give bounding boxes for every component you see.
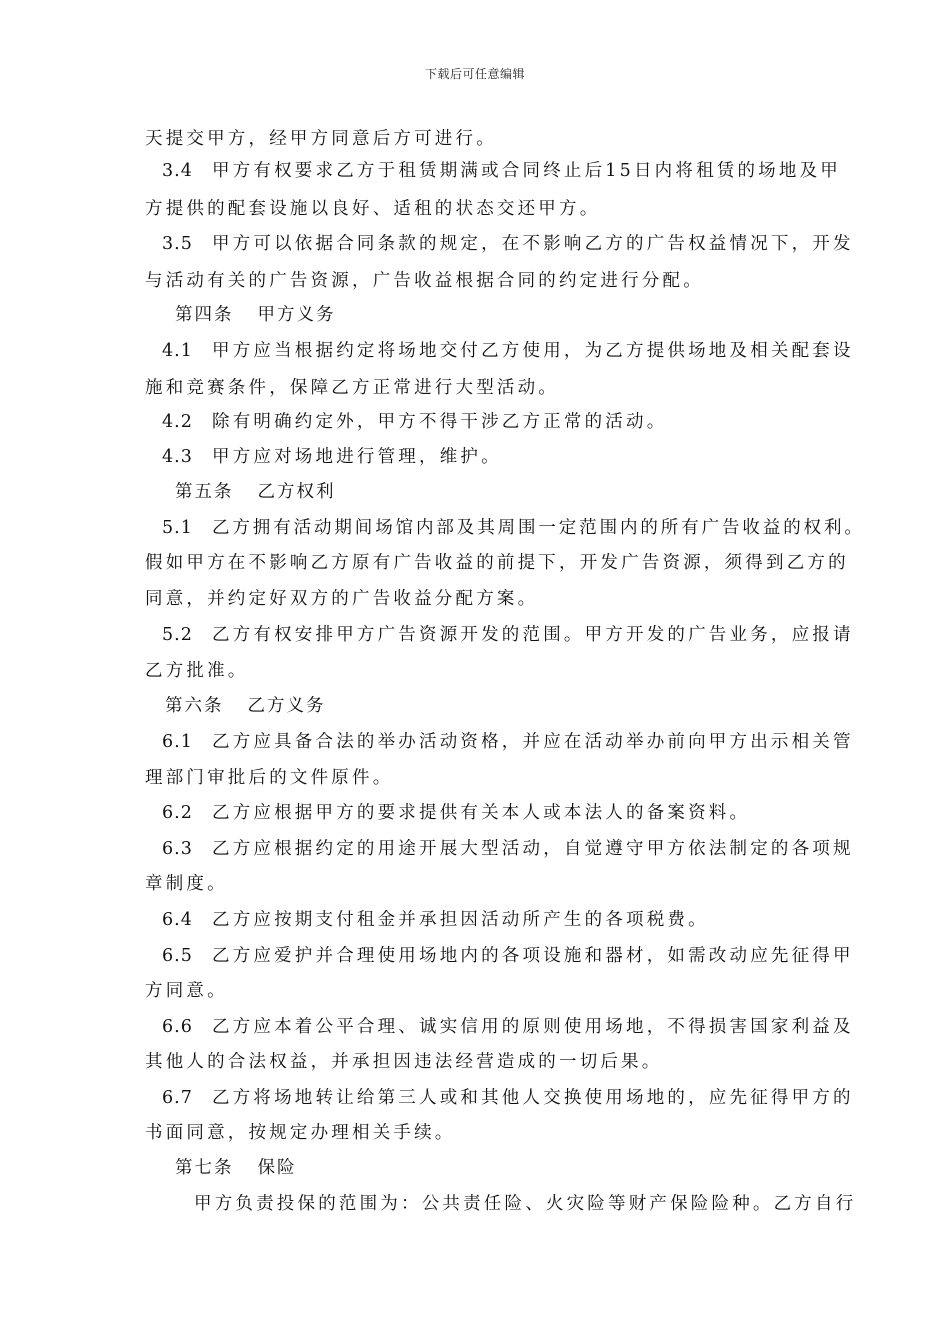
- line-text: 其他人的合法权益，并承担因违法经营造成的一切后果。: [145, 1052, 663, 1072]
- line-text: 甲方有权要求乙方于租赁期满或合同终止后15日内将租赁的场地及甲: [212, 161, 841, 181]
- article-title: 保险: [257, 1158, 297, 1178]
- paragraph-line: [145, 197, 600, 221]
- clause-number: 4.1: [162, 341, 193, 361]
- clause-6-5: [162, 944, 854, 968]
- line-text: 甲方应对场地进行管理，维护。: [212, 447, 502, 467]
- article-title: 乙方义务: [247, 696, 326, 716]
- paragraph-line: [145, 1121, 456, 1145]
- line-text: 乙方应本着公平合理、诚实信用的原则使用场地，不得损害国家利益及: [212, 1017, 854, 1037]
- clause-number: 6.2: [162, 803, 193, 823]
- article-5-heading: [175, 480, 336, 504]
- line-text: 乙方有权安排甲方广告资源开发的范围。甲方开发的广告业务，应报请: [212, 625, 854, 645]
- page-header: 下载后可任意编辑: [424, 67, 525, 81]
- clause-5-2: [162, 623, 854, 647]
- line-text: 甲方可以依据合同条款的规定，在不影响乙方的广告权益情况下，开发: [212, 234, 854, 254]
- line-text: 乙方应具备合法的举办活动资格，并应在活动举办前向甲方出示相关管: [212, 732, 854, 752]
- line-text: 章制度。: [145, 874, 228, 894]
- line-text: 除有明确约定外，甲方不得干涉乙方正常的活动。: [212, 412, 668, 432]
- paragraph-line: [145, 872, 228, 896]
- clause-number: 6.1: [162, 732, 193, 752]
- line-text: 乙方拥有活动期间场馆内部及其周围一定范围内的所有广告收益的权利。: [212, 518, 865, 538]
- line-text: 理部门审批后的文件原件。: [145, 768, 394, 788]
- paragraph-line: [145, 587, 538, 611]
- paragraph-line: [145, 659, 249, 683]
- clause-number: 5.1: [162, 518, 193, 538]
- line-text: 与活动有关的广告资源，广告收益根据合同的约定进行分配。: [145, 271, 704, 291]
- article-number: 第六条: [165, 696, 224, 716]
- paragraph-line: [145, 766, 393, 790]
- paragraph-line: [145, 127, 497, 151]
- line-text: 方同意。: [145, 981, 228, 1001]
- line-text: 施和竞赛条件，保障乙方正常进行大型活动。: [145, 378, 559, 398]
- line-text: 甲方负责投保的范围为：公共责任险、火灾险等财产保险险种。乙方自行: [194, 1194, 857, 1214]
- paragraph-line: [194, 1192, 856, 1216]
- line-text: 乙方应根据甲方的要求提供有关本人或本法人的备案资料。: [212, 803, 751, 823]
- line-text: 书面同意，按规定办理相关手续。: [145, 1123, 456, 1143]
- article-number: 第七条: [175, 1158, 234, 1178]
- clause-4-1: [162, 339, 854, 363]
- article-title: 乙方权利: [257, 482, 336, 502]
- clause-4-2: [162, 410, 667, 434]
- clause-6-2: [162, 801, 750, 825]
- clause-number: 6.3: [162, 839, 193, 859]
- clause-number: 6.4: [162, 910, 193, 930]
- clause-6-4: [162, 908, 709, 932]
- paragraph-line: [145, 376, 559, 400]
- clause-number: 6.6: [162, 1017, 193, 1037]
- paragraph-line: [145, 269, 704, 293]
- clause-number: 6.5: [162, 946, 193, 966]
- article-6-heading: [165, 694, 326, 718]
- line-text: 甲方应当根据约定将场地交付乙方使用，为乙方提供场地及相关配套设: [212, 341, 854, 361]
- paragraph-line: [145, 551, 849, 575]
- clause-5-1: [162, 516, 865, 540]
- line-text: 乙方应爱护并合理使用场地内的各项设施和器材，如需改动应先征得甲: [212, 946, 854, 966]
- clause-number: 6.7: [162, 1088, 193, 1108]
- clause-3-4: [162, 159, 841, 183]
- clause-number: 3.4: [162, 161, 193, 181]
- article-4-heading: [175, 303, 336, 327]
- clause-number: 5.2: [162, 625, 193, 645]
- line-text: 天提交甲方，经甲方同意后方可进行。: [145, 129, 497, 149]
- paragraph-line: [145, 1050, 663, 1074]
- article-number: 第五条: [175, 482, 234, 502]
- line-text: 乙方批准。: [145, 661, 249, 681]
- clause-6-1: [162, 730, 854, 754]
- line-text: 乙方将场地转让给第三人或和其他人交换使用场地的，应先征得甲方的: [212, 1088, 854, 1108]
- clause-6-7: [162, 1086, 854, 1110]
- line-text: 乙方应按期支付租金并承担因活动所产生的各项税费。: [212, 910, 709, 930]
- clause-number: 3.5: [162, 234, 193, 254]
- article-number: 第四条: [175, 305, 234, 325]
- clause-4-3: [162, 445, 502, 469]
- line-text: 乙方应根据约定的用途开展大型活动，自觉遵守甲方依法制定的各项规: [212, 839, 854, 859]
- clause-number: 4.2: [162, 412, 193, 432]
- clause-6-6: [162, 1015, 854, 1039]
- clause-number: 4.3: [162, 447, 193, 467]
- article-title: 甲方义务: [257, 305, 336, 325]
- line-text: 方提供的配套设施以良好、适租的状态交还甲方。: [145, 199, 601, 219]
- line-text: 同意，并约定好双方的广告收益分配方案。: [145, 589, 539, 609]
- paragraph-line: [145, 979, 228, 1003]
- clause-3-5: [162, 232, 854, 256]
- line-text: 假如甲方在不影响乙方原有广告收益的前提下，开发广告资源，须得到乙方的: [145, 553, 849, 573]
- clause-6-3: [162, 837, 854, 861]
- article-7-heading: [175, 1156, 297, 1180]
